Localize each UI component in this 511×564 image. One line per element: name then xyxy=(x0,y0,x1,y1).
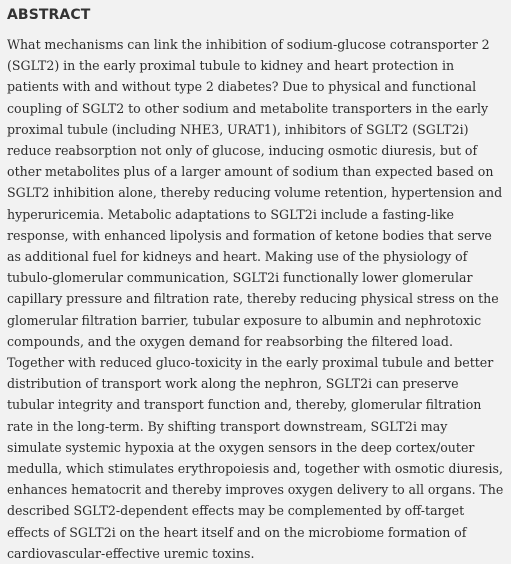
abstract-body: What mechanisms can link the inhibition of sodium-glucose cotransporter 2 (SGLT2) in the early proximal tubule to kidney and heart protection in patients with and without type 2 diabetes? Due to physical and functional coupling of SGLT2 to other sodium and metabolite transporters in the early proximal tubule (including NHE3, URAT1), inhibitors of SGLT2 (SGLT2i) reduce reabsorption not only of glucose, inducing osmotic diuresis, but of other metabolites plus of a larger amount of sodium than expected based on SGLT2 inhibition alone, thereby reducing volume retention, hypertension and hyperuricemia. Metabolic adaptations to SGLT2i include a fasting-like response, with enhanced lipolysis and formation of ketone bodies that serve as additional fuel for kidneys and heart. Making use of the physiology of tubulo-glomerular communication, SGLT2i functionally lower glomerular capillary pressure and filtration rate, thereby reducing physical stress on the glomerular filtration barrier, tubular exposure to albumin and nephrotoxic compounds, and the oxygen demand for reabsorbing the filtered load. Together with reduced gluco-toxicity in the early proximal tubule and better distribution of transport work along the nephron, SGLT2i can preserve tubular integrity and transport function and, thereby, glomerular filtration rate in the long-term. By shifting transport downstream, SGLT2i may simulate systemic hypoxia at the oxygen sensors in the deep cortex/outer medulla, which stimulates erythropoiesis and, together with osmotic diuresis, enhances hematocrit and thereby improves oxygen delivery to all organs. The described SGLT2-dependent effects may be complemented by off-target effects of SGLT2i on the heart itself and on the microbiome formation of cardiovascular-effective uremic toxins. xyxy=(7,37,504,561)
abstract-heading: ABSTRACT xyxy=(7,7,91,23)
